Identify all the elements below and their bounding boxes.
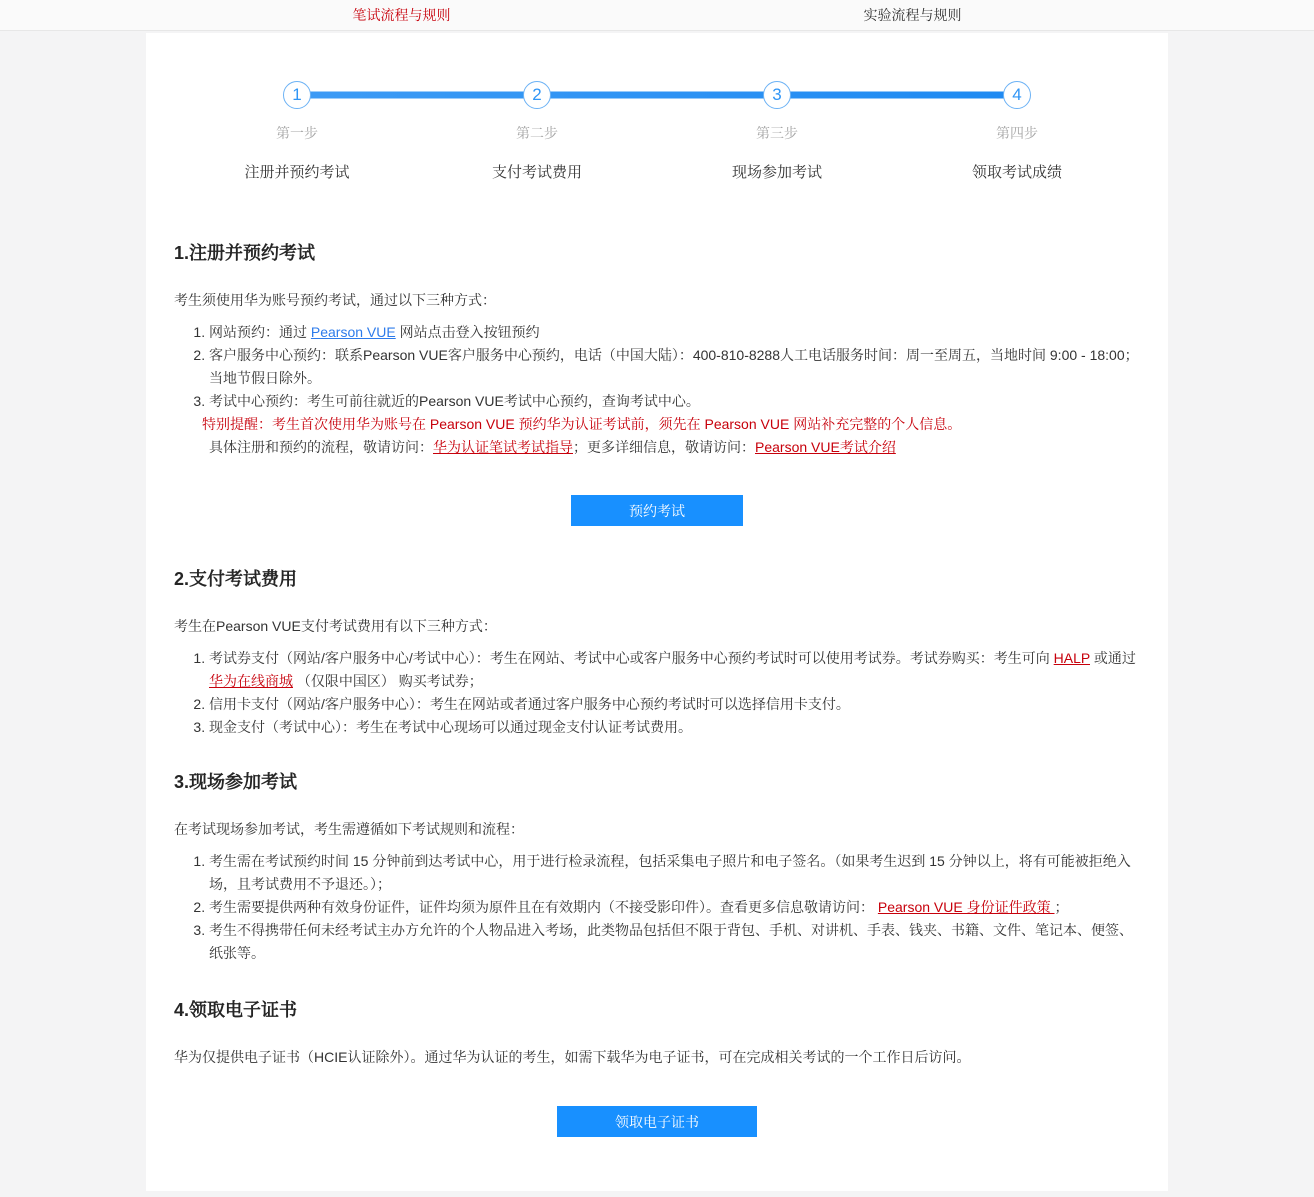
- section2-item1-text: 考试券支付（网站/客户服务中心/考试中心）：考生在网站、考试中心或客户服务中心预约考试时可以使用考试券。考试券购买：考生可向: [209, 650, 1054, 666]
- section4-heading: 4.领取电子证书: [174, 1000, 298, 1020]
- book-exam-button[interactable]: 预约考试: [571, 495, 743, 526]
- step-title-4: 领取考试成绩: [971, 164, 1062, 181]
- step-title-2: 支付考试费用: [491, 164, 582, 181]
- section3-heading: 3.现场参加考试: [174, 772, 298, 792]
- section1-item-website-booking: [209, 321, 1140, 344]
- step-sub-label-1: 第一步: [276, 125, 318, 141]
- tab-lab-exam-process[interactable]: 实验流程与规则: [863, 7, 962, 23]
- guide-links-line: [209, 436, 1140, 459]
- section3-item-arrival-time: 1. 考生需在考试预约时间 15 分钟前到达考试中心，用于进行检录流程，包括采集电子照片和电子签名。（如果考生迟到 15 分钟以上，将有可能被拒绝入场，且考试费用不予退还。）；: [209, 850, 1140, 896]
- pearson-vue-intro-link[interactable]: Pearson VUE考试介绍: [755, 439, 896, 455]
- section1-list: [174, 321, 1140, 413]
- section1-item1-text-post: 网站点击登入按钮预约: [395, 324, 540, 340]
- tab-written-exam-process[interactable]: 笔试流程与规则: [352, 7, 451, 23]
- stepper-connector-line: [294, 92, 1020, 99]
- section3-item-id-documents: [209, 896, 1140, 919]
- section3-item2-post-text: ；: [1054, 899, 1069, 915]
- guide-pre-text: 具体注册和预约的流程，敬请访问：: [209, 439, 433, 455]
- step-title-3: 现场参加考试: [731, 164, 822, 181]
- halp-link[interactable]: HALP: [1053, 650, 1090, 666]
- section2-heading: 2.支付考试费用: [174, 569, 298, 589]
- section1-item-service-center-booking: 2. 客户服务中心预约：联系Pearson VUE客户服务中心预约，电话（中国大陆）：400-810-8288人工电话服务时间：周一至周五，当地时间 9:00 - 18:00；当地节假日除外。: [209, 344, 1140, 390]
- section-attend-exam-onsite: [174, 739, 1140, 965]
- section-get-e-certificate: [174, 965, 1140, 1137]
- step-circle-1: 1: [283, 81, 311, 109]
- step-circle-2: 2: [523, 81, 551, 109]
- section-register-book-exam: [174, 182, 1140, 526]
- section2-intro: 考生在Pearson VUE支付考试费用有以下三种方式：: [174, 618, 497, 634]
- section2-item-cash-payment: 3. 现金支付（考试中心）：考生在考试中心现场可以通过现金支付认证考试费用。: [209, 716, 1140, 739]
- section1-heading: 1.注册并预约考试: [174, 243, 316, 263]
- special-reminder-text: 特别提醒：考生首次使用华为账号在 Pearson VUE 预约华为认证考试前，须先在 Pearson VUE 网站补充完整的个人信息。: [202, 416, 962, 432]
- progress-stepper: [174, 33, 1140, 182]
- written-exam-guide-link[interactable]: 华为认证笔试考试指导: [433, 439, 573, 455]
- huawei-online-store-link[interactable]: 华为在线商城: [209, 673, 293, 689]
- step-title-1: 注册并预约考试: [244, 164, 350, 181]
- step-sub-label-4: 第四步: [996, 125, 1038, 141]
- step-circle-4: 4: [1003, 81, 1031, 109]
- section3-item2-text: 考生需要提供两种有效身份证件，证件均须为原件且在有效期内（不接受影印件）。查看更多信息敬请访问：: [209, 899, 878, 915]
- section1-intro: 考生须使用华为账号预约考试，通过以下三种方式：: [174, 292, 496, 308]
- section2-item1-mid-text: 或通过: [1090, 650, 1136, 666]
- get-certificate-button[interactable]: 领取电子证书: [557, 1106, 757, 1137]
- section1-item1-text: 网站预约：通过: [209, 324, 311, 340]
- section1-item-test-center-booking: 3. 考试中心预约：考生可前往就近的Pearson VUE考试中心预约，查询考试中心。: [209, 390, 1140, 413]
- section3-item-personal-items: 3. 考生不得携带任何未经考试主办方允许的个人物品进入考场，此类物品包括但不限于背包、手机、对讲机、手表、钱夹、书籍、文件、笔记本、便签、纸张等。: [209, 919, 1140, 965]
- content-card: [146, 33, 1168, 1191]
- step-sub-label-2: 第二步: [516, 125, 558, 141]
- section2-item-voucher-payment: [209, 647, 1140, 693]
- section4-intro: 华为仅提供电子证书（HCIE认证除外）。通过华为认证的考生，如需下载华为电子证书，可在完成相关考试的一个工作日后访问。: [174, 1049, 971, 1065]
- guide-mid-text: ；更多详细信息，敬请访问：: [573, 439, 755, 455]
- step-circle-3: 3: [763, 81, 791, 109]
- top-tab-bar: [0, 0, 1314, 31]
- section2-item1-post-text: （仅限中国区） 购买考试券；: [293, 673, 483, 689]
- id-policy-link[interactable]: Pearson VUE 身份证件政策: [877, 899, 1055, 915]
- section3-list: [174, 850, 1140, 965]
- section2-list: [174, 647, 1140, 739]
- section2-item-credit-card-payment: 2. 信用卡支付（网站/客户服务中心）：考生在网站或者通过客户服务中心预约考试时可以选择信用卡支付。: [209, 693, 1140, 716]
- step-sub-label-3: 第三步: [756, 125, 798, 141]
- section-pay-exam-fee: [174, 526, 1140, 739]
- pearson-vue-link[interactable]: Pearson VUE: [310, 324, 396, 340]
- section3-intro: 在考试现场参加考试，考生需遵循如下考试规则和流程：: [174, 821, 524, 837]
